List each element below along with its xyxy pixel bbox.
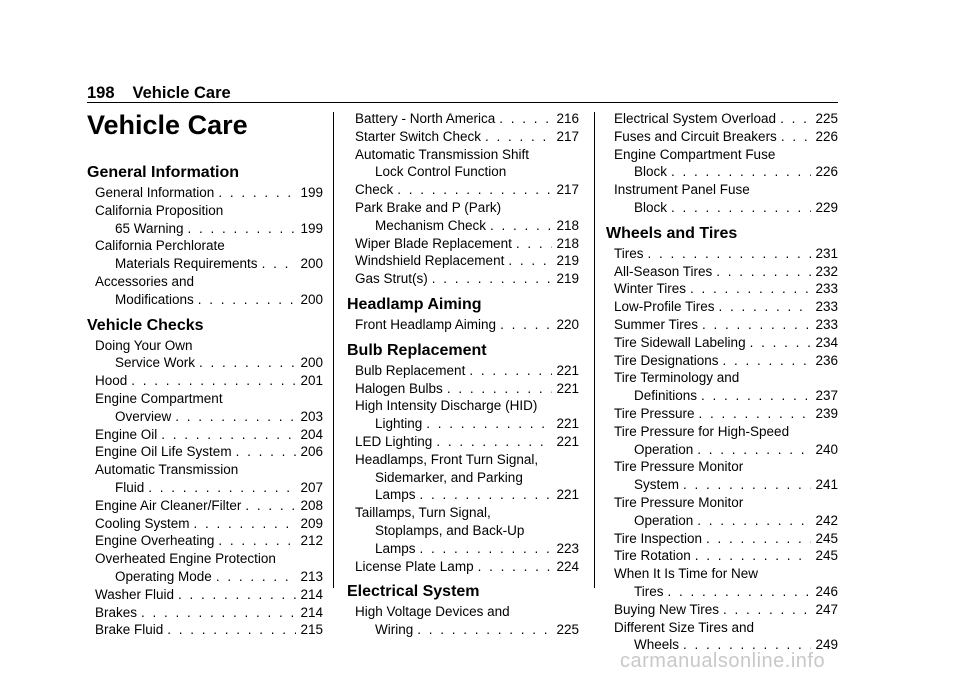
toc-entry[interactable]: Block . . . 229 [606,199,838,217]
toc-entry-line[interactable]: Tire Pressure Monitor [614,459,744,475]
toc-entry[interactable]: Service Work . . . 200 [87,354,323,372]
toc-entry-line[interactable]: Automatic Transmission Shift [355,146,530,162]
toc-entry[interactable]: Definitions . . . 237 [606,387,838,405]
running-title: Vehicle Care [132,84,231,102]
toc-entry[interactable]: Brake Fluid . . . 215 [87,621,323,639]
toc-entry-line[interactable]: When It Is Time for New [614,566,759,582]
toc-entry[interactable]: Engine Air Cleaner/Filter . . . 208 [87,497,323,515]
section-heading: Headlamp Aiming [347,295,482,313]
toc-entry-line[interactable]: Instrument Panel Fuse [614,182,750,198]
toc-entry[interactable]: Wheels . . . 249 [606,636,838,654]
toc-entry[interactable]: Gas Strut(s) . . . 219 [347,270,579,288]
watermark: carmanualsonline.info [620,650,826,672]
toc-entry[interactable]: Tires . . . 231 [606,245,838,263]
toc-entry[interactable]: Overview . . . 203 [87,408,323,426]
section-heading: Electrical System [347,583,480,601]
section-heading: General Information [87,164,240,181]
chapter-title: Vehicle Care [87,110,248,140]
toc-entry[interactable]: Tire Rotation . . . 245 [606,547,838,565]
toc-entry-line[interactable]: Headlamps, Front Turn Signal, [355,451,539,467]
toc-entry[interactable]: Engine Oil Life System . . . 206 [87,443,323,461]
toc-entry[interactable]: Tire Inspection . . . 245 [606,530,838,548]
toc-entry[interactable]: Starter Switch Check . . . 217 [347,128,579,146]
toc-entry[interactable]: Wiper Blade Replacement . . . 218 [347,235,579,253]
toc-entry[interactable]: Modifications . . . 200 [87,291,323,309]
toc-column-2 [347,110,579,639]
toc-entry-line[interactable]: Taillamps, Turn Signal, [355,505,491,521]
toc-entry-line[interactable]: Lock Control Function [375,164,507,180]
toc-entry-line[interactable]: Engine Compartment Fuse [614,146,776,162]
toc-entry[interactable]: Bulb Replacement . . . 221 [347,362,579,380]
toc-entry-line[interactable]: Tire Pressure Monitor [614,494,744,510]
toc-entry-line[interactable]: California Proposition [95,202,224,218]
toc-entry-line[interactable]: Park Brake and P (Park) [355,199,502,215]
toc-entry[interactable]: Lighting . . . 221 [347,415,579,433]
toc-entry[interactable]: Winter Tires . . . 233 [606,280,838,298]
toc-entry[interactable]: Block . . . 226 [606,163,838,181]
toc-entry[interactable]: Engine Overheating . . . 212 [87,532,323,550]
section-heading: Bulb Replacement [347,341,487,359]
section-heading: Wheels and Tires [606,224,738,242]
page-number: 198 [87,84,115,102]
toc-entry[interactable]: Brakes . . . 214 [87,604,323,622]
toc-entry-line[interactable]: Doing Your Own [95,337,193,353]
toc-entry[interactable]: Tire Pressure . . . 239 [606,405,838,423]
toc-entry[interactable]: All-Season Tires . . . 232 [606,263,838,281]
toc-entry[interactable]: Mechanism Check . . . 218 [347,217,579,235]
toc-entry-line[interactable]: Different Size Tires and [614,619,755,635]
toc-entry[interactable]: Operation . . . 242 [606,512,838,530]
toc-entry[interactable]: System . . . 241 [606,476,838,494]
toc-entry[interactable]: Electrical System Overload . . . 225 [606,110,838,128]
toc-entry[interactable]: Tires . . . 246 [606,583,838,601]
toc-entry-line[interactable]: Automatic Transmission [95,462,239,478]
toc-entry-line[interactable]: Sidemarker, and Parking [375,469,523,485]
toc-entry-line[interactable]: High Intensity Discharge (HID) [355,398,538,414]
toc-entry[interactable]: General Information . . . 199 [87,184,323,202]
toc-entry[interactable]: Tire Designations . . . 236 [606,352,838,370]
toc-entry[interactable]: Tire Sidewall Labeling . . . 234 [606,334,838,352]
toc-column-3 [606,110,838,654]
toc-entry-line[interactable]: Tire Terminology and [614,370,740,386]
column-divider-2 [594,112,595,588]
toc-entry[interactable]: Lamps . . . 221 [347,486,579,504]
toc-entry[interactable]: License Plate Lamp . . . 224 [347,558,579,576]
toc-entry[interactable]: Front Headlamp Aiming . . . 220 [347,316,579,334]
toc-entry[interactable]: Wiring . . . 225 [347,621,579,639]
toc-entry-line[interactable]: Engine Compartment [95,390,223,406]
toc-entry[interactable]: Operation . . . 240 [606,441,838,459]
toc-entry[interactable]: 65 Warning . . . 199 [87,220,323,238]
toc-entry-line[interactable]: High Voltage Devices and [355,604,510,620]
toc-entry[interactable]: Battery - North America . . . 216 [347,110,579,128]
toc-entry[interactable]: Low-Profile Tires . . . 233 [606,298,838,316]
toc-entry[interactable]: Materials Requirements . . . 200 [87,255,323,273]
toc-entry-line[interactable]: Stoplamps, and Back-Up [375,522,525,538]
toc-entry[interactable]: Fuses and Circuit Breakers . . . 226 [606,128,838,146]
toc-entry-line[interactable]: California Perchlorate [95,238,225,254]
header-rule [87,102,838,103]
toc-entry[interactable]: Cooling System . . . 209 [87,515,323,533]
toc-entry[interactable]: Summer Tires . . . 233 [606,316,838,334]
toc-entry[interactable]: Operating Mode . . . 213 [87,568,323,586]
toc-entry[interactable]: Fluid . . . 207 [87,479,323,497]
toc-entry[interactable]: Halogen Bulbs . . . 221 [347,380,579,398]
toc-entry[interactable]: Washer Fluid . . . 214 [87,586,323,604]
toc-entry-line[interactable]: Accessories and [95,273,195,289]
toc-entry[interactable]: Buying New Tires . . . 247 [606,601,838,619]
toc-entry-line[interactable]: Tire Pressure for High-Speed [614,423,790,439]
page-header [87,84,231,103]
toc-entry[interactable]: Lamps . . . 223 [347,540,579,558]
toc-column-1 [87,156,323,639]
toc-entry[interactable]: Windshield Replacement . . . 219 [347,252,579,270]
toc-entry[interactable]: Hood . . . 201 [87,372,323,390]
column-divider-1 [333,112,334,588]
section-heading: Vehicle Checks [87,316,204,334]
toc-entry[interactable]: Engine Oil . . . 204 [87,426,323,444]
toc-entry-line[interactable]: Overheated Engine Protection [95,551,276,567]
toc-entry[interactable]: Check . . . 217 [347,181,579,199]
toc-entry[interactable]: LED Lighting . . . 221 [347,433,579,451]
